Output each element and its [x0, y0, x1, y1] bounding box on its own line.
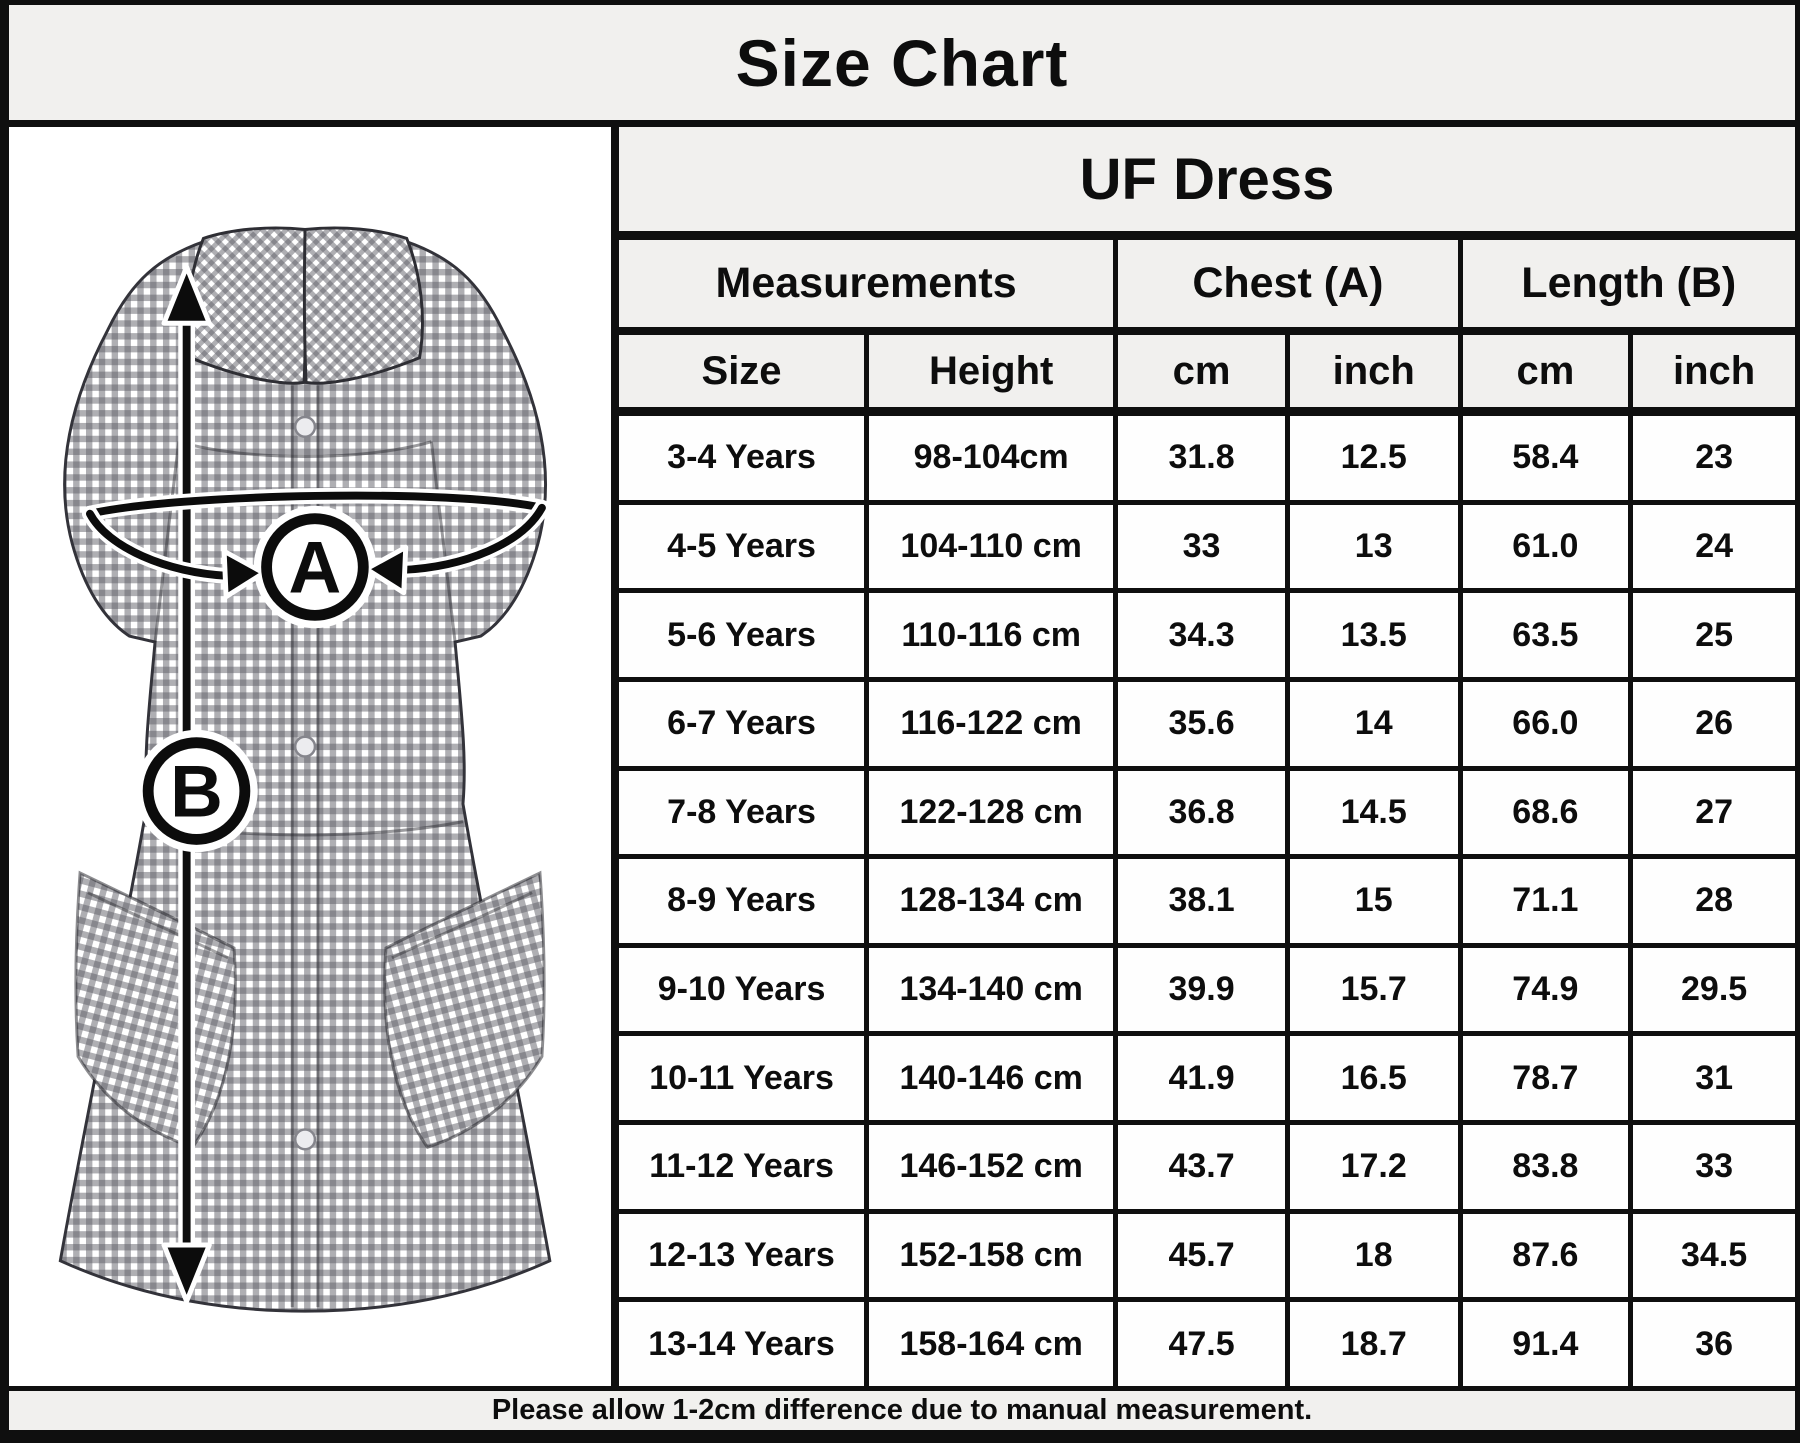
length-cm-cell: 87.6 — [1463, 1214, 1629, 1298]
height-cell: 140-146 cm — [869, 1036, 1113, 1120]
length-cm-cell: 68.6 — [1463, 771, 1629, 855]
chest-cm-cell: 31.8 — [1118, 416, 1285, 500]
length-inch-cell: 36 — [1633, 1302, 1795, 1386]
length-cm-cell: 71.1 — [1463, 859, 1629, 943]
group-header-chest: Chest (A) — [1118, 240, 1457, 330]
chest-inch-cell: 14 — [1290, 682, 1458, 766]
height-cell: 110-116 cm — [869, 593, 1113, 677]
length-inch-cell: 29.5 — [1633, 948, 1795, 1032]
content-area — [9, 127, 1795, 1386]
length-inch-cell: 26 — [1633, 682, 1795, 766]
chest-inch-cell: 17.2 — [1290, 1125, 1458, 1209]
chest-inch-cell: 16.5 — [1290, 1036, 1458, 1120]
size-cell: 6-7 Years — [619, 682, 864, 766]
chest-cm-cell: 33 — [1118, 505, 1285, 589]
chest-cm-cell: 39.9 — [1118, 948, 1285, 1032]
column-header-chest-cm: cm — [1118, 335, 1285, 411]
length-inch-cell: 31 — [1633, 1036, 1795, 1120]
page-title: Size Chart — [735, 25, 1069, 100]
size-table-panel — [619, 127, 1795, 1386]
height-cell: 122-128 cm — [869, 771, 1113, 855]
footer-note-bar — [9, 1386, 1795, 1430]
chest-cm-cell: 41.9 — [1118, 1036, 1285, 1120]
footer-note: Please allow 1-2cm difference due to manual measurement. — [491, 1394, 1313, 1426]
height-cell: 152-158 cm — [869, 1214, 1113, 1298]
height-cell: 116-122 cm — [869, 682, 1113, 766]
length-inch-cell: 27 — [1633, 771, 1795, 855]
size-cell: 10-11 Years — [619, 1036, 864, 1120]
length-inch-cell: 23 — [1633, 416, 1795, 500]
column-header-chest-inch: inch — [1290, 335, 1458, 411]
length-inch-cell: 33 — [1633, 1125, 1795, 1209]
chest-cm-cell: 34.3 — [1118, 593, 1285, 677]
label-a-badge — [267, 519, 364, 616]
chest-cm-cell: 36.8 — [1118, 771, 1285, 855]
chest-inch-cell: 15.7 — [1290, 948, 1458, 1032]
chest-inch-cell: 13.5 — [1290, 593, 1458, 677]
height-cell: 146-152 cm — [869, 1125, 1113, 1209]
label-b-text: B — [170, 751, 223, 833]
size-cell: 3-4 Years — [619, 416, 864, 500]
column-header-length-cm: cm — [1463, 335, 1629, 411]
length-inch-cell: 24 — [1633, 505, 1795, 589]
chest-cm-cell: 35.6 — [1118, 682, 1285, 766]
gingham-dress-illustration — [60, 228, 549, 1311]
length-cm-cell: 63.5 — [1463, 593, 1629, 677]
size-cell: 8-9 Years — [619, 859, 864, 943]
size-cell: 9-10 Years — [619, 948, 864, 1032]
length-cm-cell: 78.7 — [1463, 1036, 1629, 1120]
length-inch-cell: 25 — [1633, 593, 1795, 677]
label-a-text: A — [288, 527, 342, 609]
chest-cm-cell: 47.5 — [1118, 1302, 1285, 1386]
height-cell: 158-164 cm — [869, 1302, 1113, 1386]
chest-inch-cell: 18 — [1290, 1214, 1458, 1298]
length-cm-cell: 91.4 — [1463, 1302, 1629, 1386]
height-cell: 134-140 cm — [869, 948, 1113, 1032]
height-cell: 98-104cm — [869, 416, 1113, 500]
dress-photo-panel — [9, 127, 619, 1386]
length-cm-cell: 66.0 — [1463, 682, 1629, 766]
chest-inch-cell: 13 — [1290, 505, 1458, 589]
chest-inch-cell: 14.5 — [1290, 771, 1458, 855]
group-header-measurements: Measurements — [619, 240, 1113, 330]
chest-cm-cell: 43.7 — [1118, 1125, 1285, 1209]
group-header-length: Length (B) — [1463, 240, 1795, 330]
size-cell: 7-8 Years — [619, 771, 864, 855]
length-inch-cell: 28 — [1633, 859, 1795, 943]
size-cell: 12-13 Years — [619, 1214, 864, 1298]
dress-measurement-diagram — [9, 127, 611, 1386]
length-cm-cell: 83.8 — [1463, 1125, 1629, 1209]
size-cell: 13-14 Years — [619, 1302, 864, 1386]
height-cell: 128-134 cm — [869, 859, 1113, 943]
length-cm-cell: 61.0 — [1463, 505, 1629, 589]
height-cell: 104-110 cm — [869, 505, 1113, 589]
chest-cm-cell: 38.1 — [1118, 859, 1285, 943]
length-cm-cell: 74.9 — [1463, 948, 1629, 1032]
label-b-badge — [135, 730, 257, 852]
chest-inch-cell: 18.7 — [1290, 1302, 1458, 1386]
column-header-height: Height — [869, 335, 1113, 411]
size-cell: 5-6 Years — [619, 593, 864, 677]
table-title: UF Dress — [619, 127, 1795, 235]
chest-cm-cell: 45.7 — [1118, 1214, 1285, 1298]
length-inch-cell: 34.5 — [1633, 1214, 1795, 1298]
size-table — [619, 127, 1795, 1386]
size-cell: 4-5 Years — [619, 505, 864, 589]
length-cm-cell: 58.4 — [1463, 416, 1629, 500]
column-header-length-inch: inch — [1633, 335, 1795, 411]
size-cell: 11-12 Years — [619, 1125, 864, 1209]
chest-inch-cell: 12.5 — [1290, 416, 1458, 500]
column-header-size: Size — [619, 335, 864, 411]
chest-inch-cell: 15 — [1290, 859, 1458, 943]
page-title-bar — [9, 5, 1795, 127]
